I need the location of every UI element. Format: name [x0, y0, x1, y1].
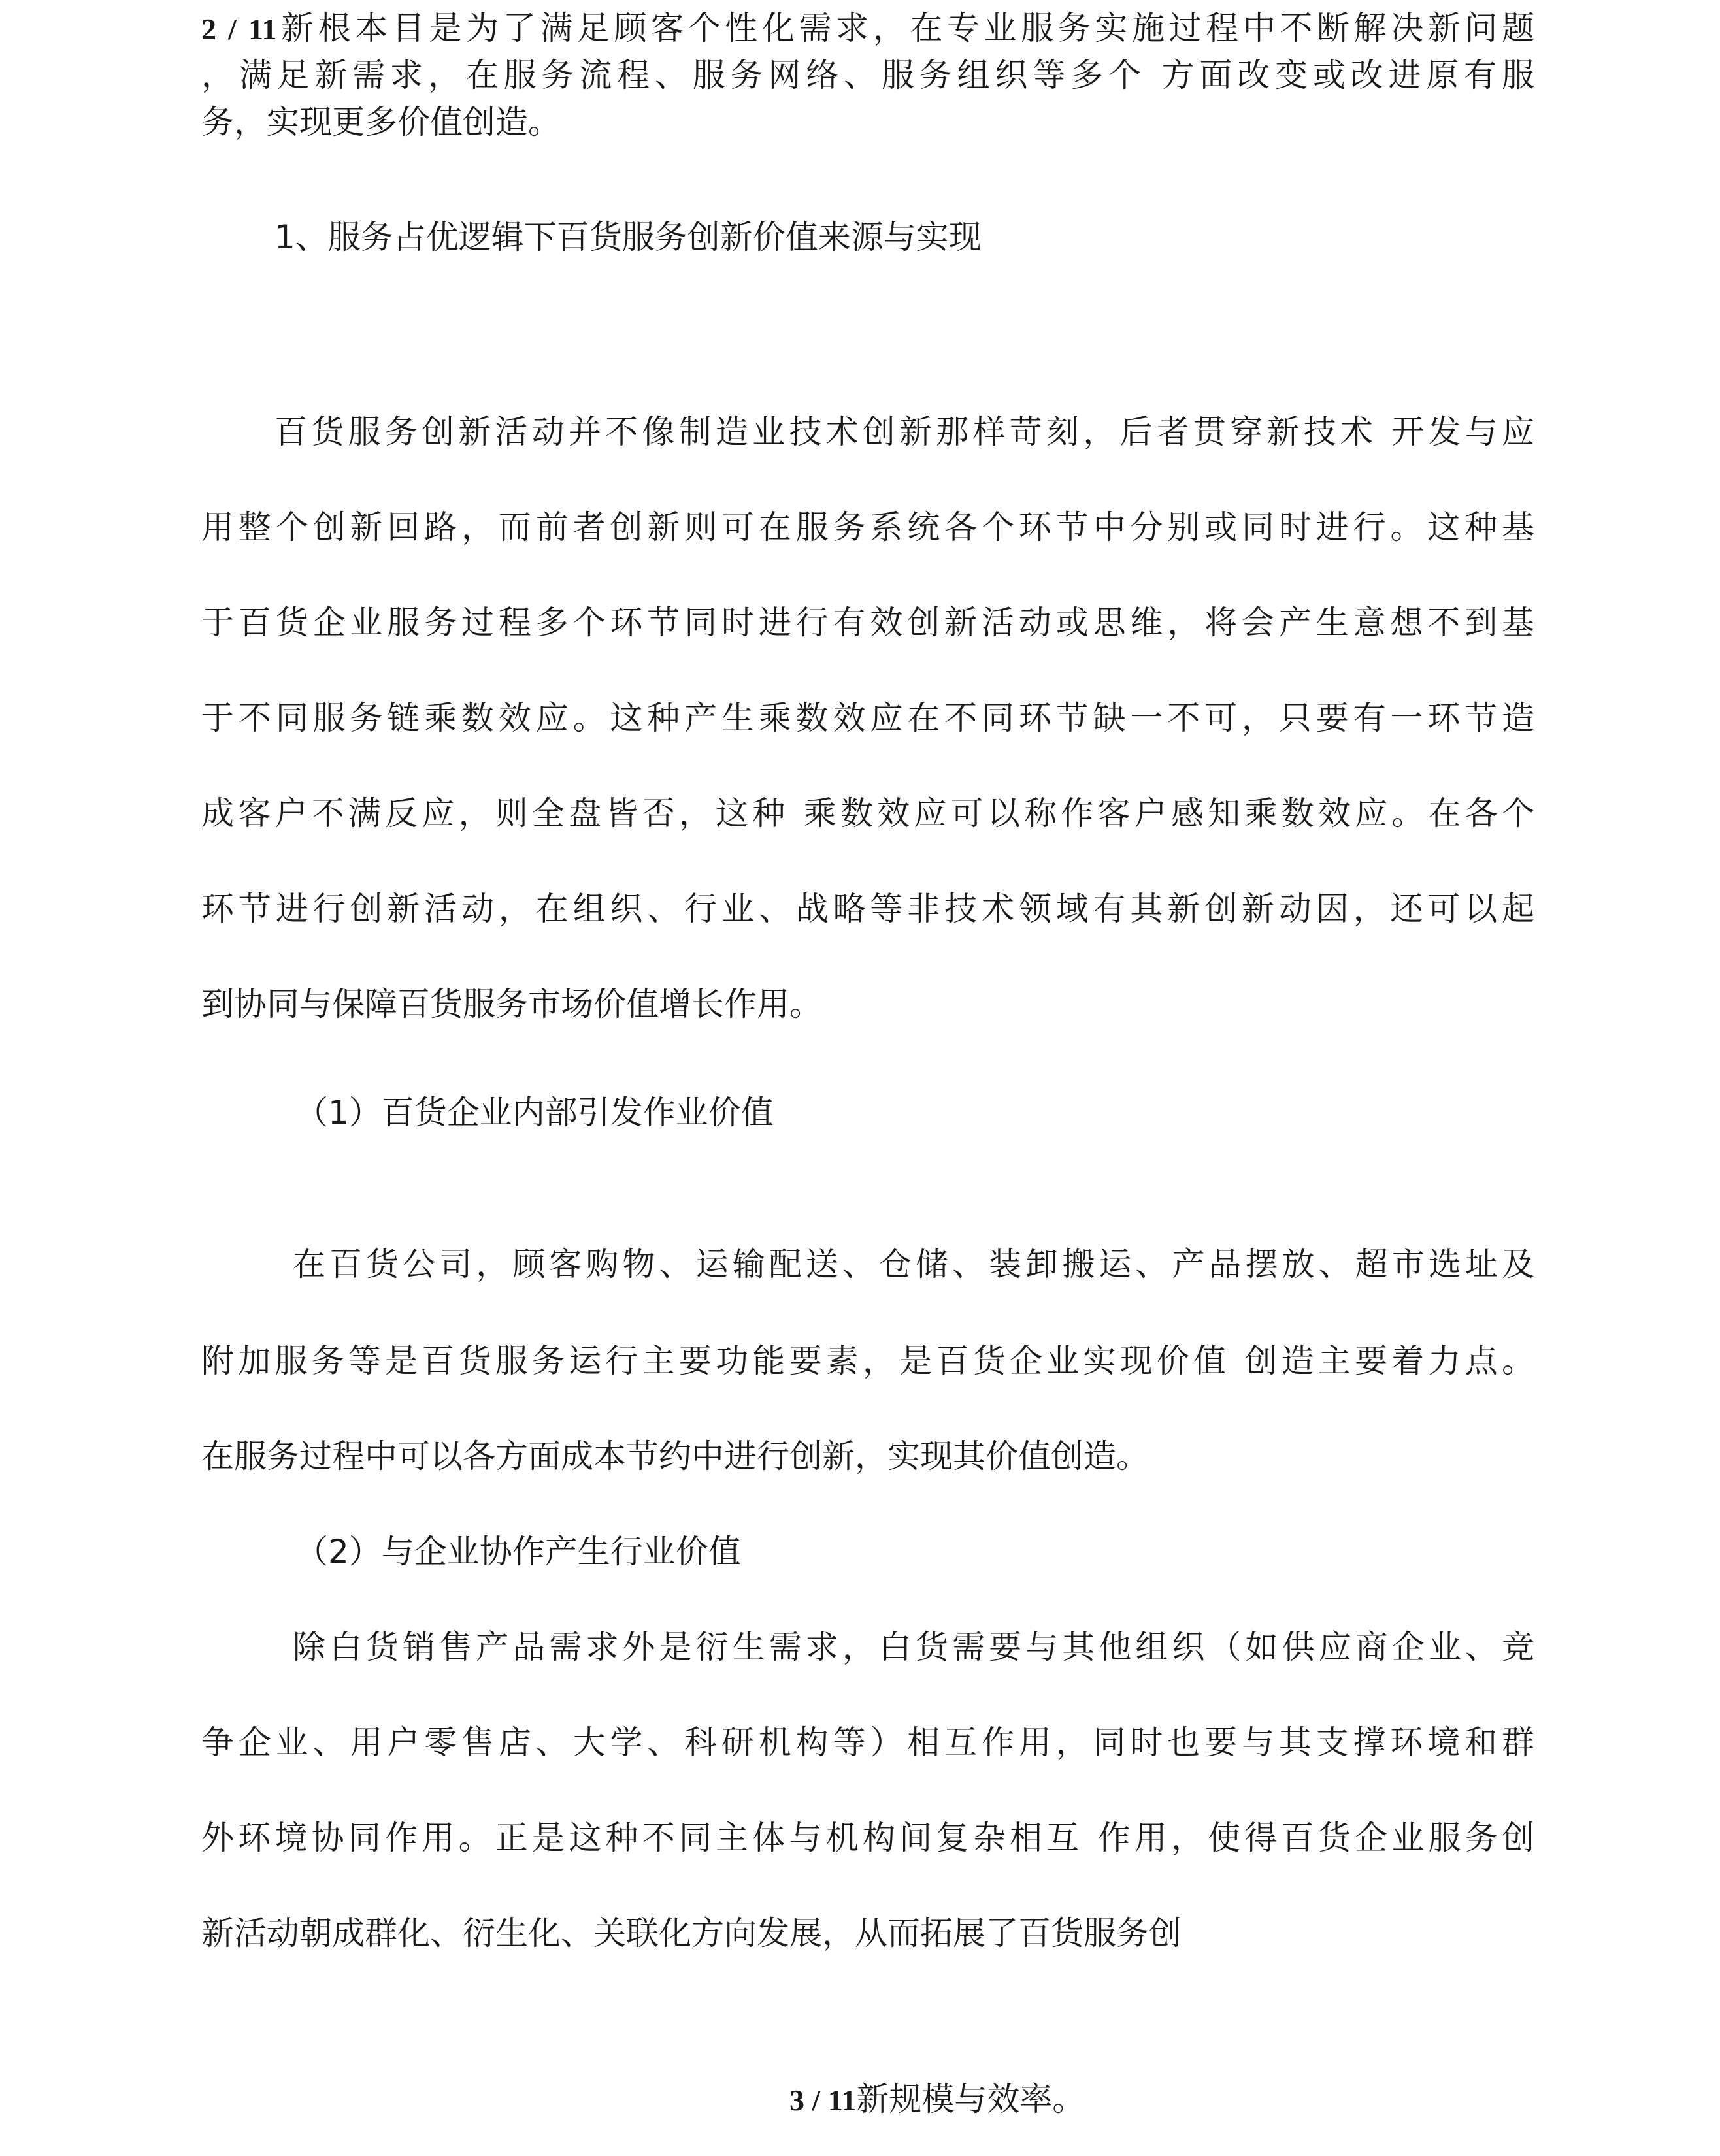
- paragraph-line: 务，实现更多价值创造。: [201, 103, 561, 141]
- paragraph-line: 争企业、用户零售店、大学、科研机构等）相互作用，同时也要与其支撑环境和群: [201, 1723, 1534, 1761]
- paragraph-line: 到协同与保障百货服务市场价值增长作用。: [201, 985, 822, 1023]
- paragraph-line: 除白货销售产品需求外是衍生需求，白货需要与其他组织（如供应商企业、竞: [293, 1628, 1534, 1666]
- section-heading: 1、服务占优逻辑下百货服务创新价值来源与实现: [274, 218, 982, 256]
- paragraph-line: 环节进行创新活动，在组织、行业、战略等非技术领域有其新创新动因，还可以起: [201, 890, 1534, 928]
- paragraph-line: 用整个创新回路，而前者创新则可在服务系统各个环节中分别或同时进行。这种基: [201, 508, 1534, 546]
- paragraph-line: 新活动朝成群化、衍生化、关联化方向发展，从而拓展了百货服务创: [201, 1914, 1182, 1952]
- paragraph-line: 于百货企业服务过程多个环节同时进行有效创新活动或思维，将会产生意想不到基: [201, 604, 1534, 642]
- paragraph-line: 于不同服务链乘数效应。这种产生乘数效应在不同环节缺一不可，只要有一环节造: [201, 699, 1534, 737]
- paragraph-line: ，满足新需求，在服务流程、服务网络、服务组织等多个 方面改变或改进原有服: [201, 56, 1534, 94]
- paragraph-line: 百货服务创新活动并不像制造业技术创新那样苛刻，后者贯穿新技术 开发与应: [274, 413, 1534, 451]
- paragraph-line: 在百货公司，顾客购物、运输配送、仓储、装卸搬运、产品摆放、超市选址及: [293, 1245, 1534, 1283]
- paragraph-line: 外环境协同作用。正是这种不同主体与机构间复杂相互 作用，使得百货企业服务创: [201, 1819, 1534, 1857]
- paragraph-line: 在服务过程中可以各方面成本节约中进行创新，实现其价值创造。: [201, 1437, 1149, 1475]
- subsection-heading: （2）与企业协作产生行业价值: [295, 1533, 741, 1571]
- paragraph-line: 成客户不满反应，则全盘皆否，这种 乘数效应可以称作客户感知乘数效应。在各个: [201, 794, 1534, 832]
- paragraph-line: 2 / 11新根本目是为了满足顾客个性化需求，在专业服务实施过程中不断解决新问题: [201, 9, 1534, 47]
- page-number: 3 / 11: [789, 2083, 857, 2117]
- page-number: 2 / 11: [201, 12, 277, 46]
- paragraph-line: 附加服务等是百货服务运行主要功能要素，是百货企业实现价值 创造主要着力点。: [201, 1342, 1534, 1380]
- subsection-heading: （1）百货企业内部引发作业价值: [295, 1094, 774, 1132]
- page-footer-line: 3 / 11新规模与效率。: [789, 2080, 1085, 2118]
